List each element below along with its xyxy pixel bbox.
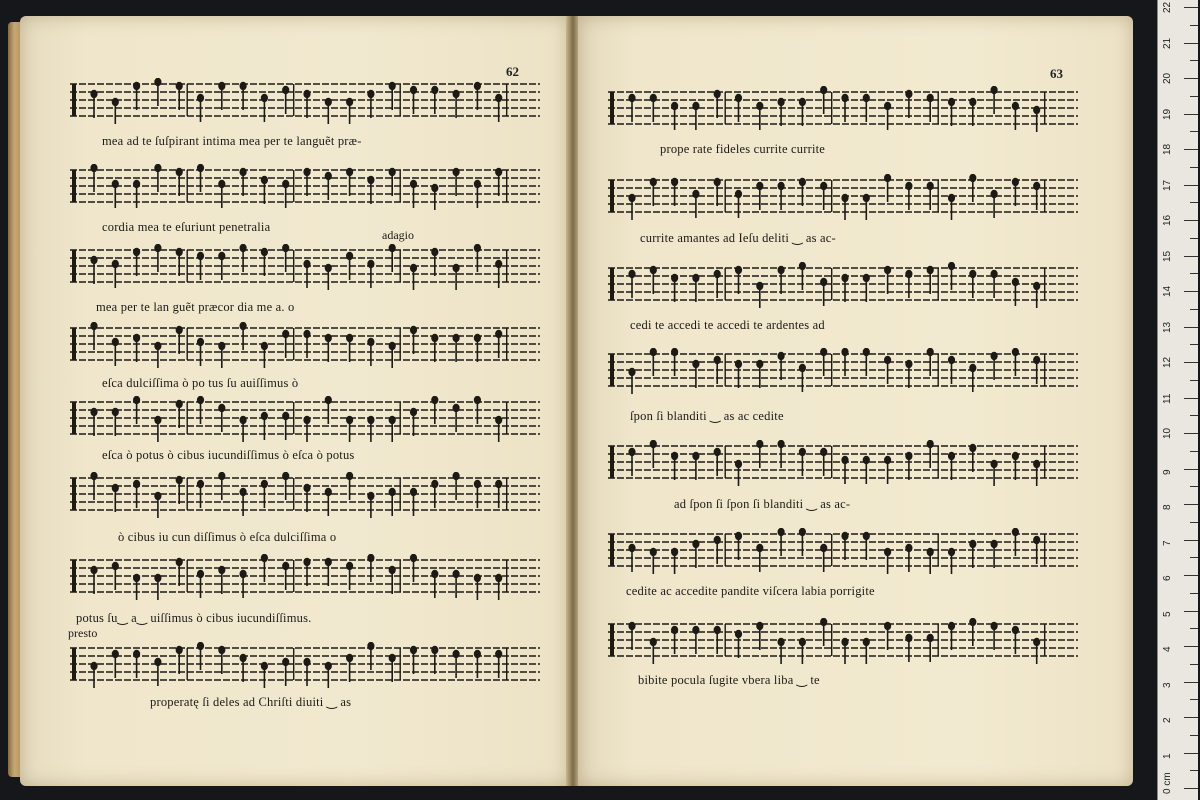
note (112, 408, 119, 436)
ruler-tick (1184, 256, 1198, 257)
note (991, 460, 998, 486)
note (735, 360, 742, 388)
ruler-tick (1184, 7, 1198, 8)
music-staff (70, 396, 540, 442)
music-staff (608, 86, 1078, 132)
note (389, 342, 396, 368)
note (671, 178, 678, 206)
ruler-tick (1184, 327, 1198, 328)
right-page (578, 16, 1133, 786)
lyric-line: currite amantes ad Ieſu deliti ‿ as ac- (640, 231, 836, 245)
note (240, 82, 247, 110)
note (133, 248, 140, 276)
note (325, 98, 332, 124)
clef-mark (72, 328, 76, 360)
note (176, 248, 183, 276)
note (692, 540, 699, 568)
note (735, 460, 742, 486)
note (927, 266, 934, 294)
note (389, 566, 396, 594)
note (1033, 106, 1040, 132)
note (863, 194, 870, 220)
note (756, 282, 763, 308)
lyric-line: ad ſpon ſi ſpon ſi blanditi ‿ as ac- (674, 497, 851, 511)
note (863, 638, 870, 664)
note (453, 264, 460, 290)
ruler-tick (1184, 788, 1198, 789)
note (841, 194, 848, 220)
clef-mark (610, 92, 614, 124)
page-number: 63 (1050, 66, 1063, 81)
clef-mark (610, 268, 614, 300)
tempo-mark: presto (68, 626, 98, 640)
note (133, 82, 140, 110)
note (863, 532, 870, 560)
note (650, 548, 657, 574)
music-staff (70, 78, 540, 124)
note (389, 654, 396, 682)
lyric-line: eſca ò potus ò cibus iucundiſſimus ò eſca ò potus (102, 448, 355, 462)
note (474, 82, 481, 110)
ruler-tick (1190, 131, 1198, 132)
ruler-label: 18 (1162, 143, 1173, 155)
clef-mark (610, 446, 614, 478)
note (410, 408, 417, 436)
music-staff (608, 440, 1078, 486)
ruler-tick (1184, 682, 1198, 683)
music-staff (70, 322, 540, 368)
note (240, 654, 247, 682)
note (671, 274, 678, 302)
clef-mark (72, 170, 76, 202)
note (240, 416, 247, 442)
ruler-tick (1190, 593, 1198, 594)
ruler-tick (1184, 220, 1198, 221)
ruler-label: 2 (1162, 717, 1173, 723)
ruler-tick (1184, 469, 1198, 470)
note (346, 98, 353, 124)
ruler-tick (1184, 149, 1198, 150)
note (991, 540, 998, 568)
note (389, 82, 396, 110)
note (778, 266, 785, 294)
clef-mark (610, 180, 614, 212)
note (218, 342, 225, 368)
note (261, 248, 268, 276)
lyric-line: eſca dulciſſima ò po tus ſu auiſſimus ò (102, 376, 299, 390)
ruler-tick (1190, 486, 1198, 487)
ruler-label: 1 (1162, 752, 1173, 759)
note (176, 82, 183, 110)
ruler-tick (1184, 504, 1198, 505)
ruler-tick (1184, 114, 1198, 115)
ruler-tick (1190, 522, 1198, 523)
note (218, 646, 225, 674)
ruler-tick (1190, 25, 1198, 26)
tempo-mark: adagio (382, 228, 414, 242)
note (90, 662, 97, 688)
ruler-label: 13 (1162, 321, 1173, 333)
ruler-label: 7 (1162, 539, 1173, 546)
clef-mark (610, 534, 614, 566)
note (176, 168, 183, 196)
note (671, 452, 678, 480)
ruler-tick (1184, 540, 1198, 541)
note (154, 574, 161, 600)
note (495, 168, 502, 196)
measuring-ruler (1157, 0, 1198, 800)
ruler-tick (1184, 717, 1198, 718)
lyric-line: properatę ſi deles ad Chriſti diuiti ‿ as (150, 695, 352, 709)
note (884, 622, 891, 650)
note (367, 176, 374, 204)
note (628, 622, 635, 650)
note (735, 630, 742, 658)
lyric-line: prope rate fideles currite currite (660, 142, 826, 156)
ruler-label: 9 (1162, 468, 1173, 475)
note (133, 574, 140, 600)
lyric-line: mea ad te ſuſpirant intima mea per te languẽt præ- (102, 134, 362, 148)
note (303, 168, 310, 196)
lyric-line: potus ſu‿ a‿ uiſſimus ò cibus iucundiſſimus. (76, 611, 312, 625)
note (650, 266, 657, 294)
ruler-tick (1190, 451, 1198, 452)
ruler-label: 21 (1162, 37, 1173, 49)
note (714, 90, 721, 118)
ruler-tick (1184, 43, 1198, 44)
note (261, 342, 268, 368)
note (927, 548, 934, 574)
note (969, 444, 976, 472)
music-staff (608, 348, 1078, 394)
note (1012, 178, 1019, 206)
note (367, 416, 374, 442)
note (692, 360, 699, 388)
note (176, 476, 183, 504)
ruler-label: 5 (1162, 610, 1173, 617)
music-staff (608, 618, 1078, 664)
ruler-tick (1190, 699, 1198, 700)
note (948, 98, 955, 126)
note (346, 654, 353, 682)
ruler-tick (1190, 735, 1198, 736)
note (261, 662, 268, 688)
ruler-tick (1184, 291, 1198, 292)
ruler-tick (1190, 167, 1198, 168)
note (778, 98, 785, 126)
note (346, 334, 353, 362)
note (176, 646, 183, 674)
ruler-tick (1190, 60, 1198, 61)
note (367, 492, 374, 518)
note (884, 266, 891, 294)
ruler-label: 16 (1162, 214, 1173, 226)
music-staff (70, 554, 540, 600)
music-staff (70, 642, 540, 688)
note (410, 646, 417, 674)
ruler-label: 3 (1162, 681, 1173, 688)
note (240, 168, 247, 196)
note (1033, 282, 1040, 308)
note (431, 334, 438, 362)
note (346, 416, 353, 442)
page-number: 62 (506, 64, 519, 79)
note (692, 274, 699, 302)
note (948, 548, 955, 574)
note (905, 452, 912, 480)
note (841, 274, 848, 302)
lyric-line: ò cibus iu cun diſſimus ò eſca dulciſſima o (118, 530, 337, 544)
note (1033, 638, 1040, 664)
lyric-line: cedi te accedi te accedi te ardentes ad (630, 318, 825, 332)
ruler-label: 22 (1162, 1, 1173, 13)
note (628, 194, 635, 220)
note (650, 178, 657, 206)
note (905, 360, 912, 388)
note (112, 484, 119, 512)
ruler-label: 0 cm (1162, 772, 1173, 794)
note (431, 248, 438, 276)
lyric-line: cedite ac accedite pandite viſcera labia porrigite (626, 584, 875, 598)
note (176, 326, 183, 354)
note (1033, 460, 1040, 486)
note (474, 574, 481, 600)
ruler-tick (1190, 557, 1198, 558)
ruler-label: 4 (1162, 646, 1173, 652)
note (325, 334, 332, 362)
note (453, 334, 460, 362)
note (389, 416, 396, 442)
clef-mark (72, 648, 76, 680)
note (671, 548, 678, 574)
clef-mark (72, 84, 76, 116)
note (453, 90, 460, 118)
ruler-label: 12 (1162, 356, 1173, 368)
note (863, 274, 870, 302)
note (90, 408, 97, 436)
ruler-label: 20 (1162, 72, 1173, 84)
note (431, 646, 438, 674)
note (778, 352, 785, 380)
ruler-label: 15 (1162, 250, 1173, 262)
note (112, 98, 119, 124)
note (410, 326, 417, 354)
music-staff (608, 174, 1078, 220)
ruler-tick (1184, 611, 1198, 612)
note (650, 638, 657, 664)
note (969, 540, 976, 568)
note (218, 82, 225, 110)
ruler-label: 8 (1162, 504, 1173, 510)
note (346, 168, 353, 196)
note (799, 178, 806, 206)
note (218, 566, 225, 594)
note (841, 532, 848, 560)
note (154, 416, 161, 442)
note (303, 416, 310, 442)
note (303, 558, 310, 586)
note (154, 492, 161, 518)
ruler-tick (1184, 362, 1198, 363)
ruler-tick (1190, 628, 1198, 629)
clef-mark (72, 560, 76, 592)
note (154, 342, 161, 368)
ruler-tick (1190, 664, 1198, 665)
note (325, 264, 332, 290)
ruler-tick (1190, 770, 1198, 771)
note (799, 638, 806, 664)
note (495, 416, 502, 442)
note (176, 558, 183, 586)
music-staff (70, 244, 540, 290)
lyric-line: mea per te lan guẽt præcor dia me a. o (96, 300, 295, 314)
ruler-tick (1190, 238, 1198, 239)
music-staff (70, 164, 540, 210)
ruler-tick (1184, 185, 1198, 186)
lyric-line: ſpon ſi blanditi ‿ as ac cedite (630, 409, 784, 423)
music-staff (608, 262, 1078, 308)
ruler-label: 14 (1162, 285, 1173, 297)
note (303, 484, 310, 512)
ruler-label: 11 (1162, 393, 1173, 404)
ruler-label: 17 (1162, 179, 1173, 191)
lyric-line: bibite pocula ſugite vbera liba ‿ te (638, 673, 820, 687)
ruler-tick (1184, 398, 1198, 399)
note (948, 194, 955, 220)
note (884, 548, 891, 574)
note (325, 662, 332, 688)
note (841, 638, 848, 664)
ruler-tick (1184, 753, 1198, 754)
ruler-tick (1190, 273, 1198, 274)
ruler-tick (1184, 433, 1198, 434)
ruler-tick (1184, 78, 1198, 79)
note (410, 264, 417, 290)
note (133, 334, 140, 362)
ruler-tick (1190, 415, 1198, 416)
note (991, 622, 998, 650)
note (905, 90, 912, 118)
clef-mark (72, 250, 76, 282)
ruler-tick (1190, 344, 1198, 345)
note (692, 452, 699, 480)
note (495, 574, 502, 600)
note (628, 368, 635, 394)
clef-mark (72, 478, 76, 510)
ruler-tick (1190, 202, 1198, 203)
note (948, 622, 955, 650)
ruler-tick (1184, 575, 1198, 576)
note (303, 90, 310, 118)
ruler-label: 6 (1162, 575, 1173, 581)
note (90, 256, 97, 284)
ruler-label: 10 (1162, 427, 1173, 439)
clef-mark (72, 402, 76, 434)
note (735, 266, 742, 294)
ruler-tick (1190, 309, 1198, 310)
note (453, 168, 460, 196)
note (799, 98, 806, 126)
clef-mark (610, 624, 614, 656)
note (948, 452, 955, 480)
note (474, 334, 481, 362)
note (389, 168, 396, 196)
music-staff (70, 472, 540, 518)
clef-mark (610, 354, 614, 386)
note (969, 98, 976, 126)
ruler-tick (1190, 96, 1198, 97)
ruler-tick (1190, 380, 1198, 381)
note (756, 622, 763, 650)
note (1012, 452, 1019, 480)
note (991, 352, 998, 380)
ruler-label: 19 (1162, 108, 1173, 120)
note (431, 184, 438, 210)
left-page (20, 16, 568, 786)
note (176, 400, 183, 428)
music-staff (608, 528, 1078, 574)
note (367, 90, 374, 118)
note (90, 566, 97, 594)
lyric-line: cordia mea te eſuriunt penetralia (102, 220, 271, 234)
note (325, 558, 332, 586)
note (90, 90, 97, 118)
ruler-tick (1184, 646, 1198, 647)
note (756, 360, 763, 388)
note (714, 178, 721, 206)
note (261, 176, 268, 204)
note (735, 532, 742, 560)
note (778, 638, 785, 664)
